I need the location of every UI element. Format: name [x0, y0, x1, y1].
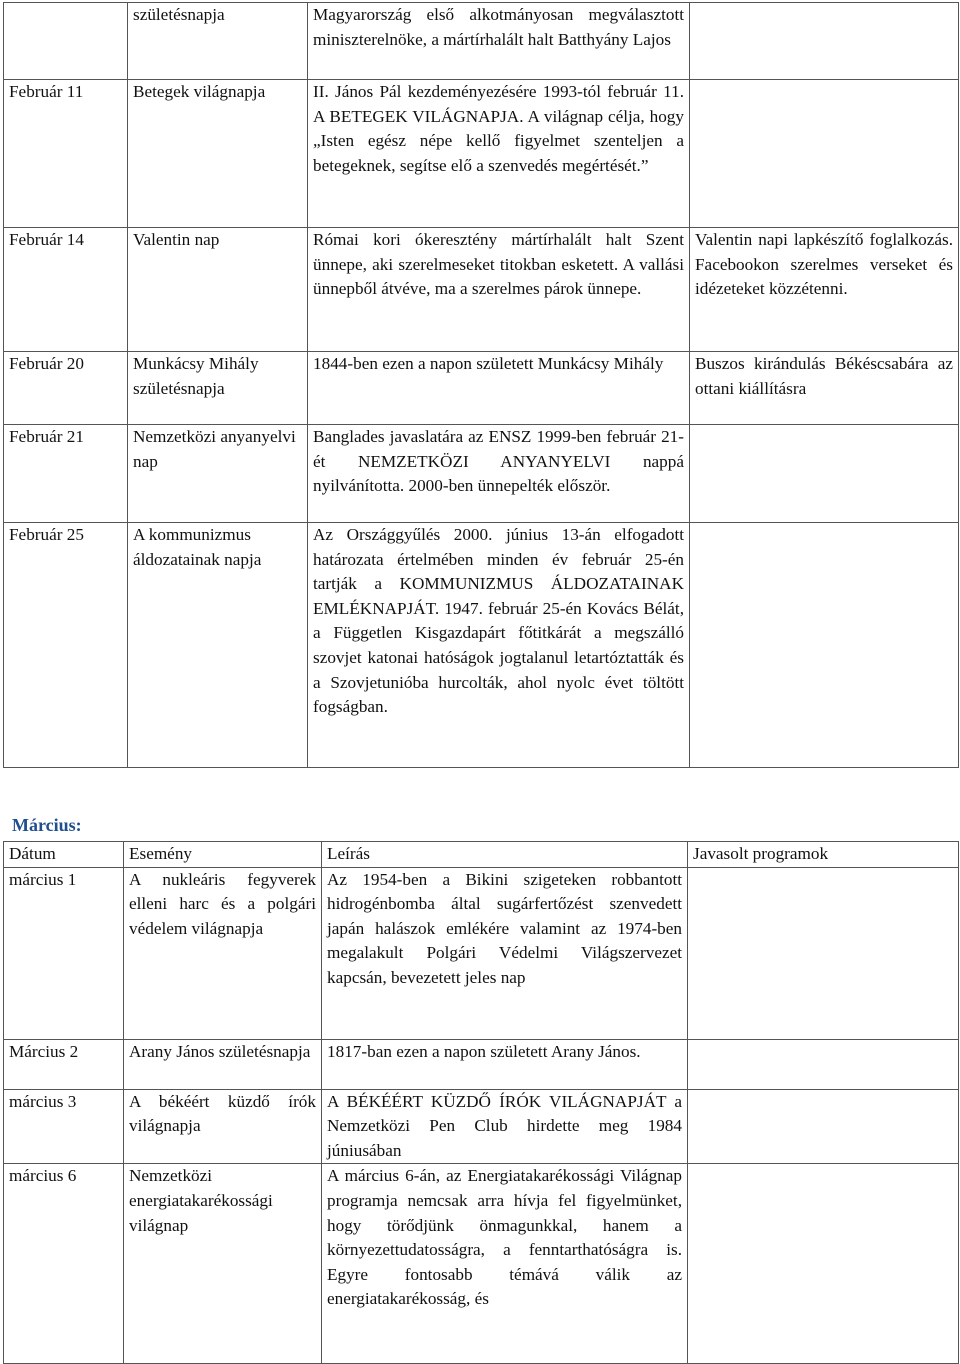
- event-cell: A békéért küzdő írók világnapja: [124, 1089, 322, 1164]
- date-cell: március 6: [4, 1164, 124, 1364]
- event-cell: születésnapja: [128, 3, 308, 80]
- table-row: [4, 1164, 959, 1364]
- event-cell: A kommunizmus áldozatainak napja: [128, 523, 308, 768]
- table-row: [4, 1039, 959, 1089]
- description-cell: A BÉKÉÉRT KÜZDŐ ÍRÓK VILÁGNAPJÁT a Nemzetközi Pen Club hirdette meg 1984 júniusában: [322, 1089, 688, 1164]
- table-row: [4, 80, 959, 228]
- description-cell: A március 6-án, az Energiatakarékossági Világnap programja nemcsak arra hívja fel figyelmünket, hogy törődjünk önmagunkkal, hanem a környezettudatosságra, a fenntarthatóságra is. Egyre fontosabb témává válik az energiatakarékosság, és: [322, 1164, 688, 1364]
- programs-cell: [690, 80, 959, 228]
- date-cell: [4, 3, 128, 80]
- march-heading: Március:: [12, 815, 82, 835]
- programs-cell: [688, 1164, 959, 1364]
- programs-header: Javasolt programok: [688, 842, 959, 868]
- description-cell: II. János Pál kezdeményezésére 1993-tól február 11. A BETEGEK VILÁGNAPJA. A világnap célja, hogy „Isten egész népe kellő figyelmet szenteljen a betegeknek, segítse elő a szenvedés megértését.”: [308, 80, 690, 228]
- event-cell: Valentin nap: [128, 228, 308, 352]
- table-row: [4, 352, 959, 425]
- programs-cell: [690, 523, 959, 768]
- event-cell: Nemzetközi energiatakarékossági világnap: [124, 1164, 322, 1364]
- table-row: [4, 1089, 959, 1164]
- date-cell: Február 11: [4, 80, 128, 228]
- event-header: Esemény: [124, 842, 322, 868]
- date-cell: Február 25: [4, 523, 128, 768]
- description-cell: 1844-ben ezen a napon született Munkácsy Mihály: [308, 352, 690, 425]
- date-cell: Február 20: [4, 352, 128, 425]
- description-cell: Magyarország első alkotmányosan megválasztott miniszterelnöke, a mártírhalált halt Batthyány Lajos: [308, 3, 690, 80]
- date-cell: március 1: [4, 867, 124, 1039]
- table-row: [4, 867, 959, 1039]
- programs-cell: [690, 3, 959, 80]
- date-cell: Március 2: [4, 1039, 124, 1089]
- description-cell: Az Országgyűlés 2000. június 13-án elfogadott határozata értelmében minden év február 25-én tartják a KOMMUNIZMUS ÁLDOZATAINAK EMLÉKNAPJÁT. 1947. február 25-én Kovács Bélát, a Független Kisgazdapárt főtitkárát a megszálló szovjet katonai hatóságok jogtalanul letartóztatták és a Szovjetunióba hurcolták, ahol nyolc évet töltött fogságban.: [308, 523, 690, 768]
- description-cell: Banglades javaslatára az ENSZ 1999-ben február 21-ét NEMZETKÖZI ANYANYELVI nappá nyilvánította. 2000-ben ünnepelték először.: [308, 425, 690, 523]
- event-cell: Arany János születésnapja: [124, 1039, 322, 1089]
- date-cell: március 3: [4, 1089, 124, 1164]
- description-cell: 1817-ban ezen a napon született Arany János.: [322, 1039, 688, 1089]
- date-header: Dátum: [4, 842, 124, 868]
- table-row: [4, 425, 959, 523]
- programs-cell: [688, 1089, 959, 1164]
- programs-cell: [688, 1039, 959, 1089]
- date-cell: Február 14: [4, 228, 128, 352]
- event-cell: Munkácsy Mihály születésnapja: [128, 352, 308, 425]
- table-row: [4, 228, 959, 352]
- event-cell: Betegek világnapja: [128, 80, 308, 228]
- header-row: [4, 842, 959, 868]
- programs-cell: Buszos kirándulás Békéscsabára az ottani kiállításra: [690, 352, 959, 425]
- programs-cell: [690, 425, 959, 523]
- programs-cell: [688, 867, 959, 1039]
- description-cell: Az 1954-ben a Bikini szigeteken robbantott hidrogénbomba által sugárfertőzést szenvedett japán halászok emlékére valamint az 1974-ben megalakult Polgári Védelmi Világszervezet kapcsán, bevezetett jeles nap: [322, 867, 688, 1039]
- event-cell: Nemzetközi anyanyelvi nap: [128, 425, 308, 523]
- march-table: [3, 841, 959, 1364]
- programs-cell: Valentin napi lapkészítő foglalkozás. Facebookon szerelmes verseket és idézeteket közzétenni.: [690, 228, 959, 352]
- date-cell: Február 21: [4, 425, 128, 523]
- table-row: [4, 3, 959, 80]
- event-cell: A nukleáris fegyverek elleni harc és a polgári védelem világnapja: [124, 867, 322, 1039]
- description-header: Leírás: [322, 842, 688, 868]
- description-cell: Római kori ókeresztény mártírhalált halt Szent ünnepe, aki szerelmeseket titokban esketett. A vallási ünnepből átvéve, ma a szerelmes párok ünnepe.: [308, 228, 690, 352]
- february-table: [3, 2, 959, 768]
- table-row: [4, 523, 959, 768]
